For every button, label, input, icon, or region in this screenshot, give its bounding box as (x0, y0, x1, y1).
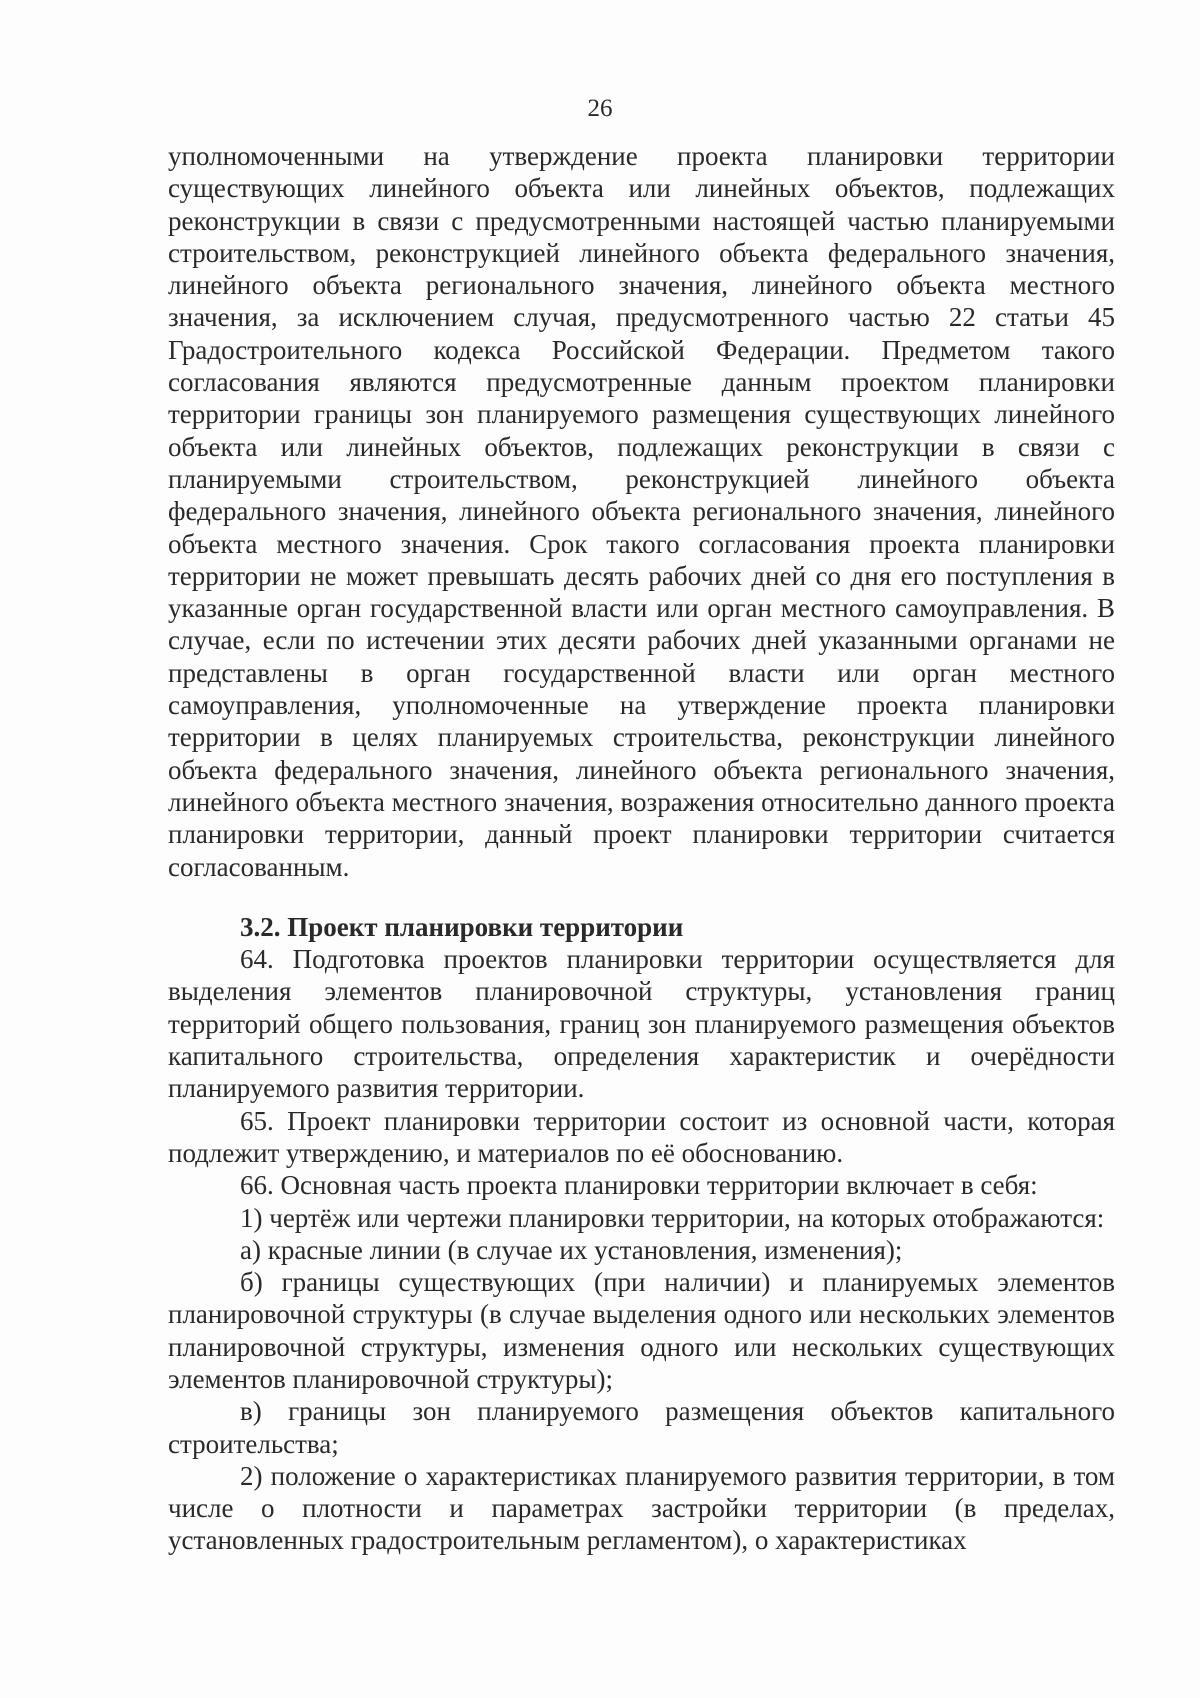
paragraph-65: 65. Проект планировки территории состоит из основной части, которая подлежит утверждению, и материалов по её обоснованию. (168, 1105, 1115, 1168)
list-item-v: в) границы зон планируемого размещения объектов капитального строительства; (168, 1396, 1115, 1459)
section-heading: 3.2. Проект планировки территории (240, 911, 684, 942)
list-item-1: 1) чертёж или чертежи планировки территории, на которых отображаются: (240, 1202, 1105, 1233)
page-number: 26 (587, 95, 613, 122)
document-body (168, 140, 1115, 1557)
list-item-a: а) красные линии (в случае их установления, изменения); (240, 1234, 903, 1265)
list-item-2: 2) положение о характеристиках планируемого развития территории, в том числе о плотности и параметрах застройки территории (в пределах, установленных градостроительным регламентом), о характеристиках (168, 1460, 1115, 1556)
paragraph-64: 64. Подготовка проектов планировки территории осуществляется для выделения элементов планировочной структуры, установления границ территорий общего пользования, границ зон планируемого размещения объектов капитального строительства, определения характеристик и очерёдности планируемого развития территории. (168, 944, 1115, 1104)
list-item-b: б) границы существующих (при наличии) и планируемых элементов планировочной структуры (в случае выделения одного или нескольких элементов планировочной структуры, изменения одного или нескольких существующих элементов планировочной структуры); (168, 1267, 1115, 1394)
paragraph-66: 66. Основная часть проекта планировки территории включает в себя: (240, 1170, 1038, 1201)
intro-paragraph: уполномоченными на утверждение проекта планировки территории существующих линейного объекта или линейных объектов, подлежащих реконструкции в связи с предусмотренными настоящей частью планируемыми строительством, реконструкцией линейного объекта федерального значения, линейного объекта регионального значения, линейного объекта местного значения, за исключением случая, предусмотренного частью 22 статьи 45 Градостроительного кодекса Российской Федерации. Предметом такого согласования являются предусмотренные данным проектом планировки территории границы зон планируемого размещения существующих линейного объекта или линейных объектов, подлежащих реконструкции в связи с планируемыми строительством, реконструкцией линейного объекта федерального значения, линейного объекта регионального значения, линейного объекта местного значения. Срок такого согласования проекта планировки территории не может превышать десять рабочих дней со дня его поступления в указанные орган государственной власти или орган местного самоуправления. В случае, если по истечении этих десяти рабочих дней указанными органами не представлены в орган государственной власти или орган местного самоуправления, уполномоченные на утверждение проекта планировки территории в целях планируемых строительства, реконструкции линейного объекта федерального значения, линейного объекта регионального значения, линейного объекта местного значения, возражения относительно данного проекта планировки территории, данный проект планировки территории считается согласованным. (168, 141, 1115, 882)
